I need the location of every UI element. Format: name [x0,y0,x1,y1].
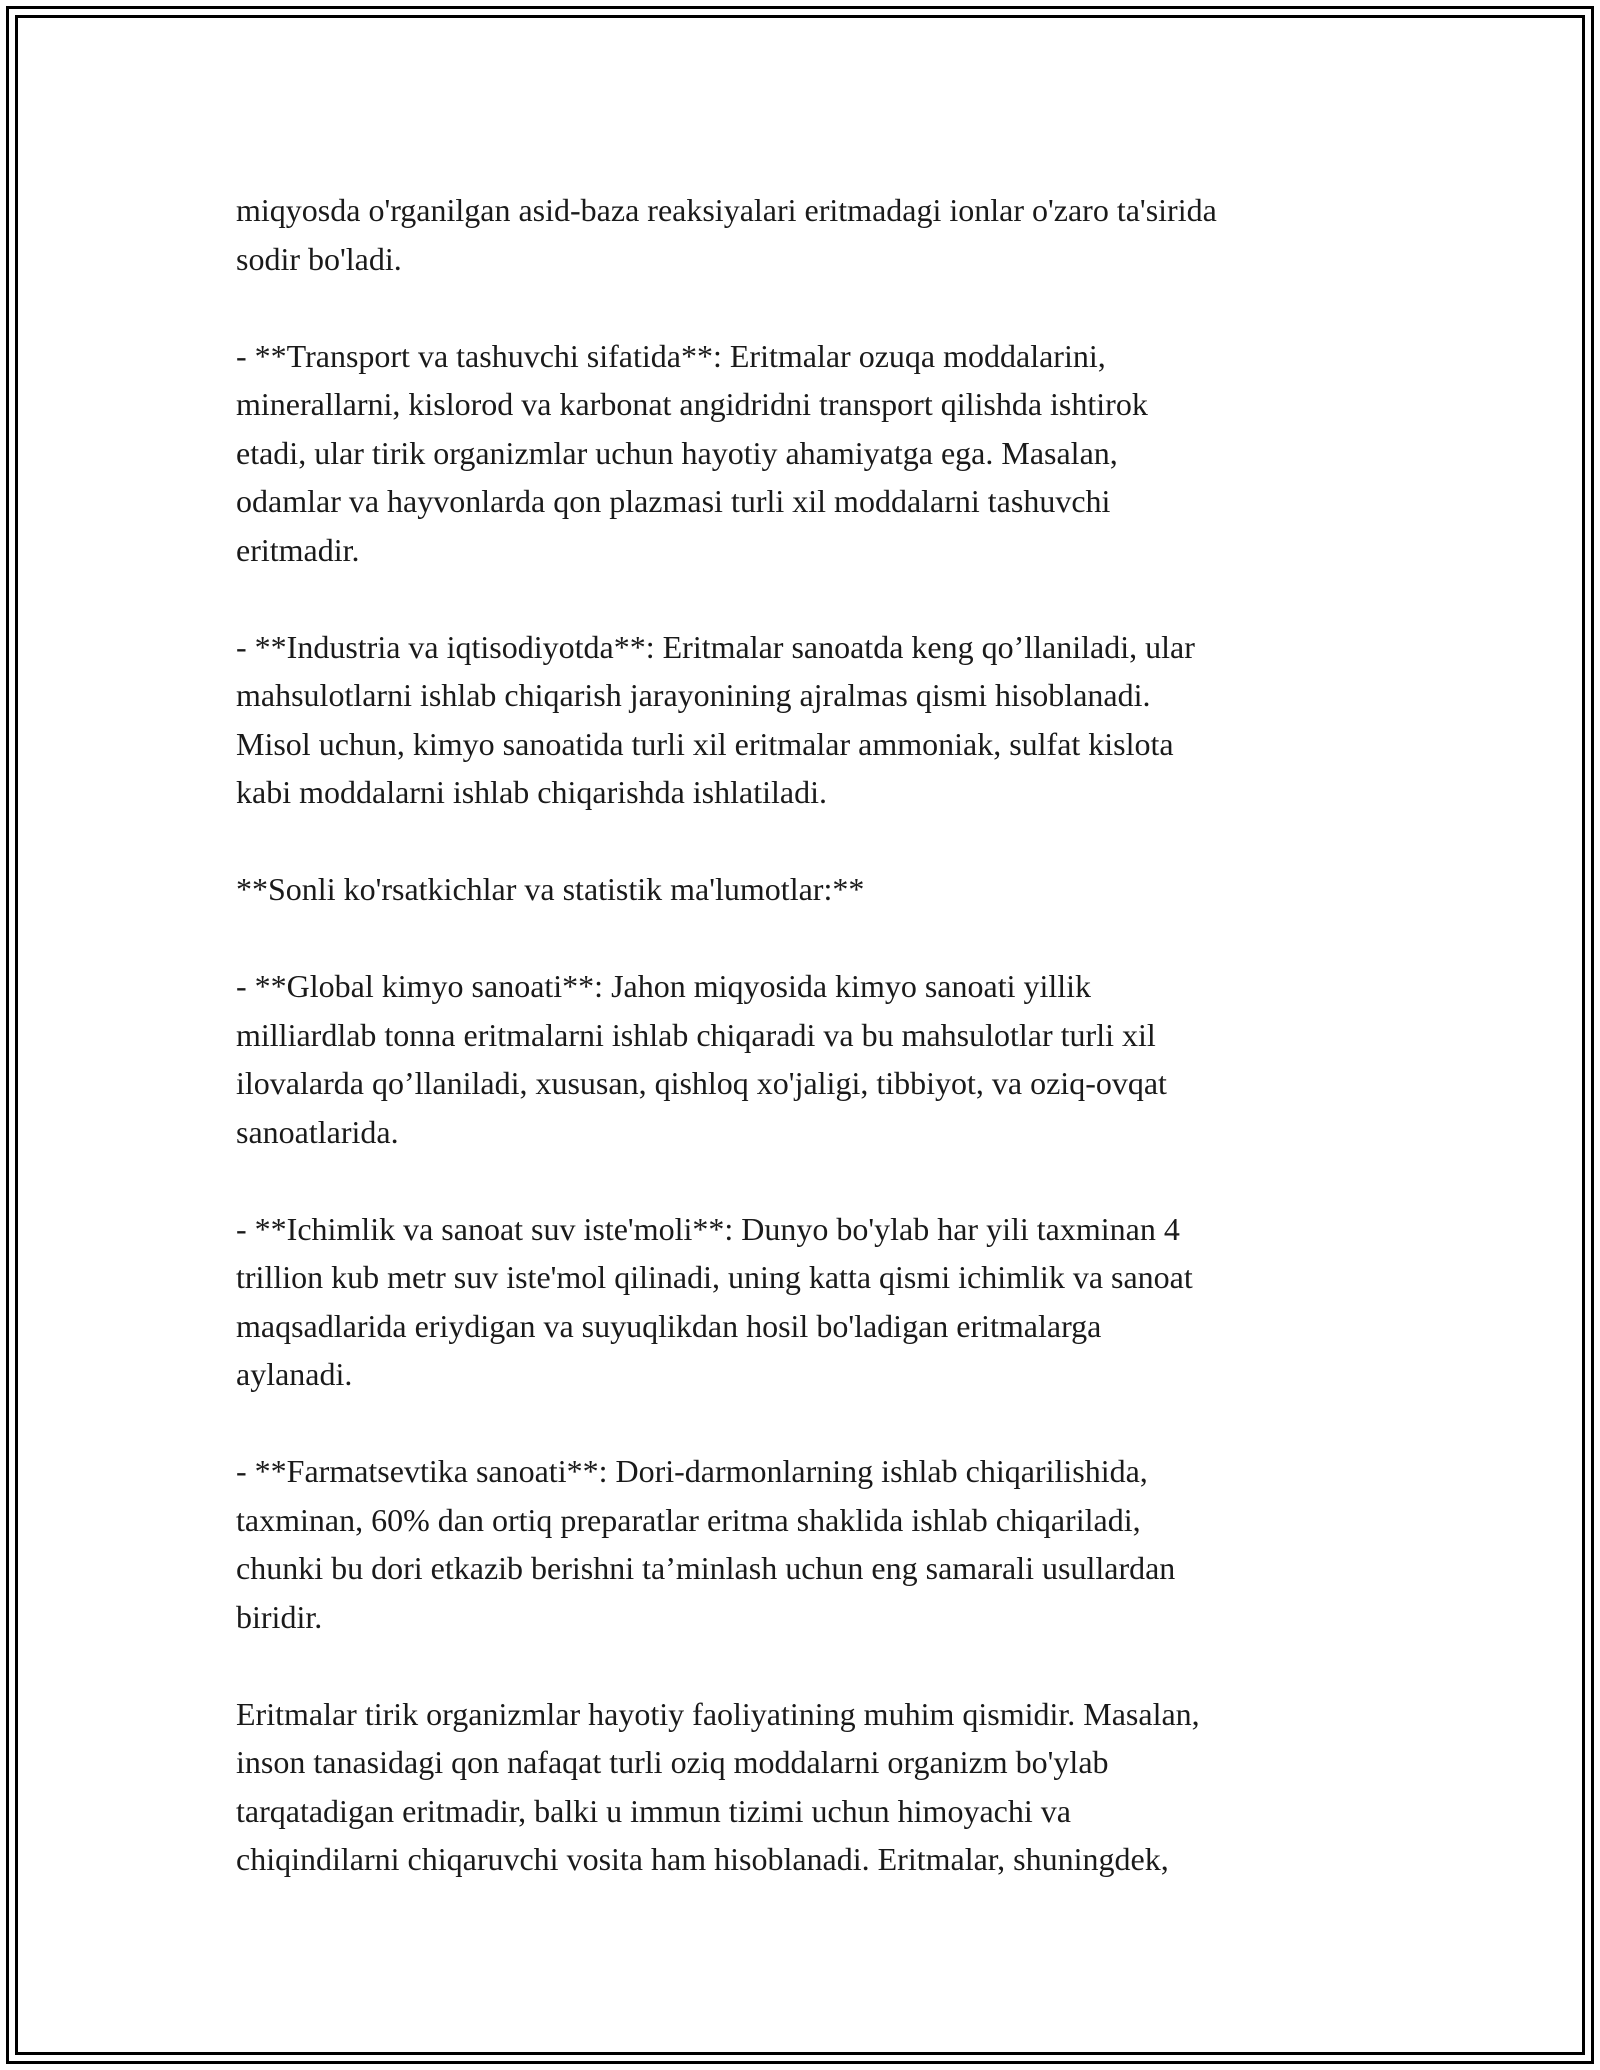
section-heading-statistics: **Sonli ko'rsatkichlar va statistik ma'lumotlar:** [236,871,865,907]
paragraph-industry: - **Industria va iqtisodiyotda**: Eritmalar sanoatda keng qo’llaniladi, ular mahsulotlarni ishlab chiqarish jarayonining ajralmas qismi hisoblanadi. Misol uchun, kimyo sanoatida turli xil eritmalar ammoniak, sulfat kislota kabi moddalarni ishlab chiqarishda ishlatiladi. [236,628,1195,810]
paragraph-living-organisms: Eritmalar tirik organizmlar hayotiy faoliyatining muhim qismidir. Masalan, inson tanasidagi qon nafaqat turli oziq moddalarni organizm bo'ylab tarqatadigan eritmadir, balki u immun tizimi uchun himoyachi va chiqindilarni chiqaruvchi vosita ham hisoblanadi. Eritmalar, shuningdek, [236,1695,1200,1877]
paragraph-water-consumption: - **Ichimlik va sanoat suv iste'moli**: Dunyo bo'ylab har yili taxminan 4 trillion kub metr suv iste'mol qilinadi, uning katta qismi ichimlik va sanoat maqsadlarida eriydigan va suyuqlikdan hosil bo'ladigan eritmalarga aylanadi. [236,1210,1193,1392]
paragraph-pharmaceutical: - **Farmatsevtika sanoati**: Dori-darmonlarning ishlab chiqarilishida, taxminan, 60% dan ortiq preparatlar eritma shaklida ishlab chiqariladi, chunki bu dori etkazib berishni ta’minlash uchun eng samarali usullardan biridir. [236,1453,1176,1635]
paragraph-global-chemistry: - **Global kimyo sanoati**: Jahon miqyosida kimyo sanoati yillik milliardlab tonna eritmalarni ishlab chiqaradi va bu mahsulotlar turli xil ilovalarda qo’llaniladi, xususan, qishloq xo'jaligi, tibbiyot, va oziq-ovqat sanoatlarida. [236,968,1167,1150]
paragraph-acid-base-continuation: miqyosda o'rganilgan asid-baza reaksiyalari eritmadagi ionlar o'zaro ta'sirida sodir bo'ladi. [236,192,1217,277]
paragraph-transport: - **Transport va tashuvchi sifatida**: Eritmalar ozuqa moddalarini, minerallarni, kislorod va karbonat angidridni transport qilishda ishtirok etadi, ular tirik organizmlar uchun hayotiy ahamiyatga ega. Masalan, odamlar va hayvonlarda qon plazmasi turli xil moddalarni tashuvchi eritmadir. [236,337,1148,568]
document-body [236,186,1386,1884]
